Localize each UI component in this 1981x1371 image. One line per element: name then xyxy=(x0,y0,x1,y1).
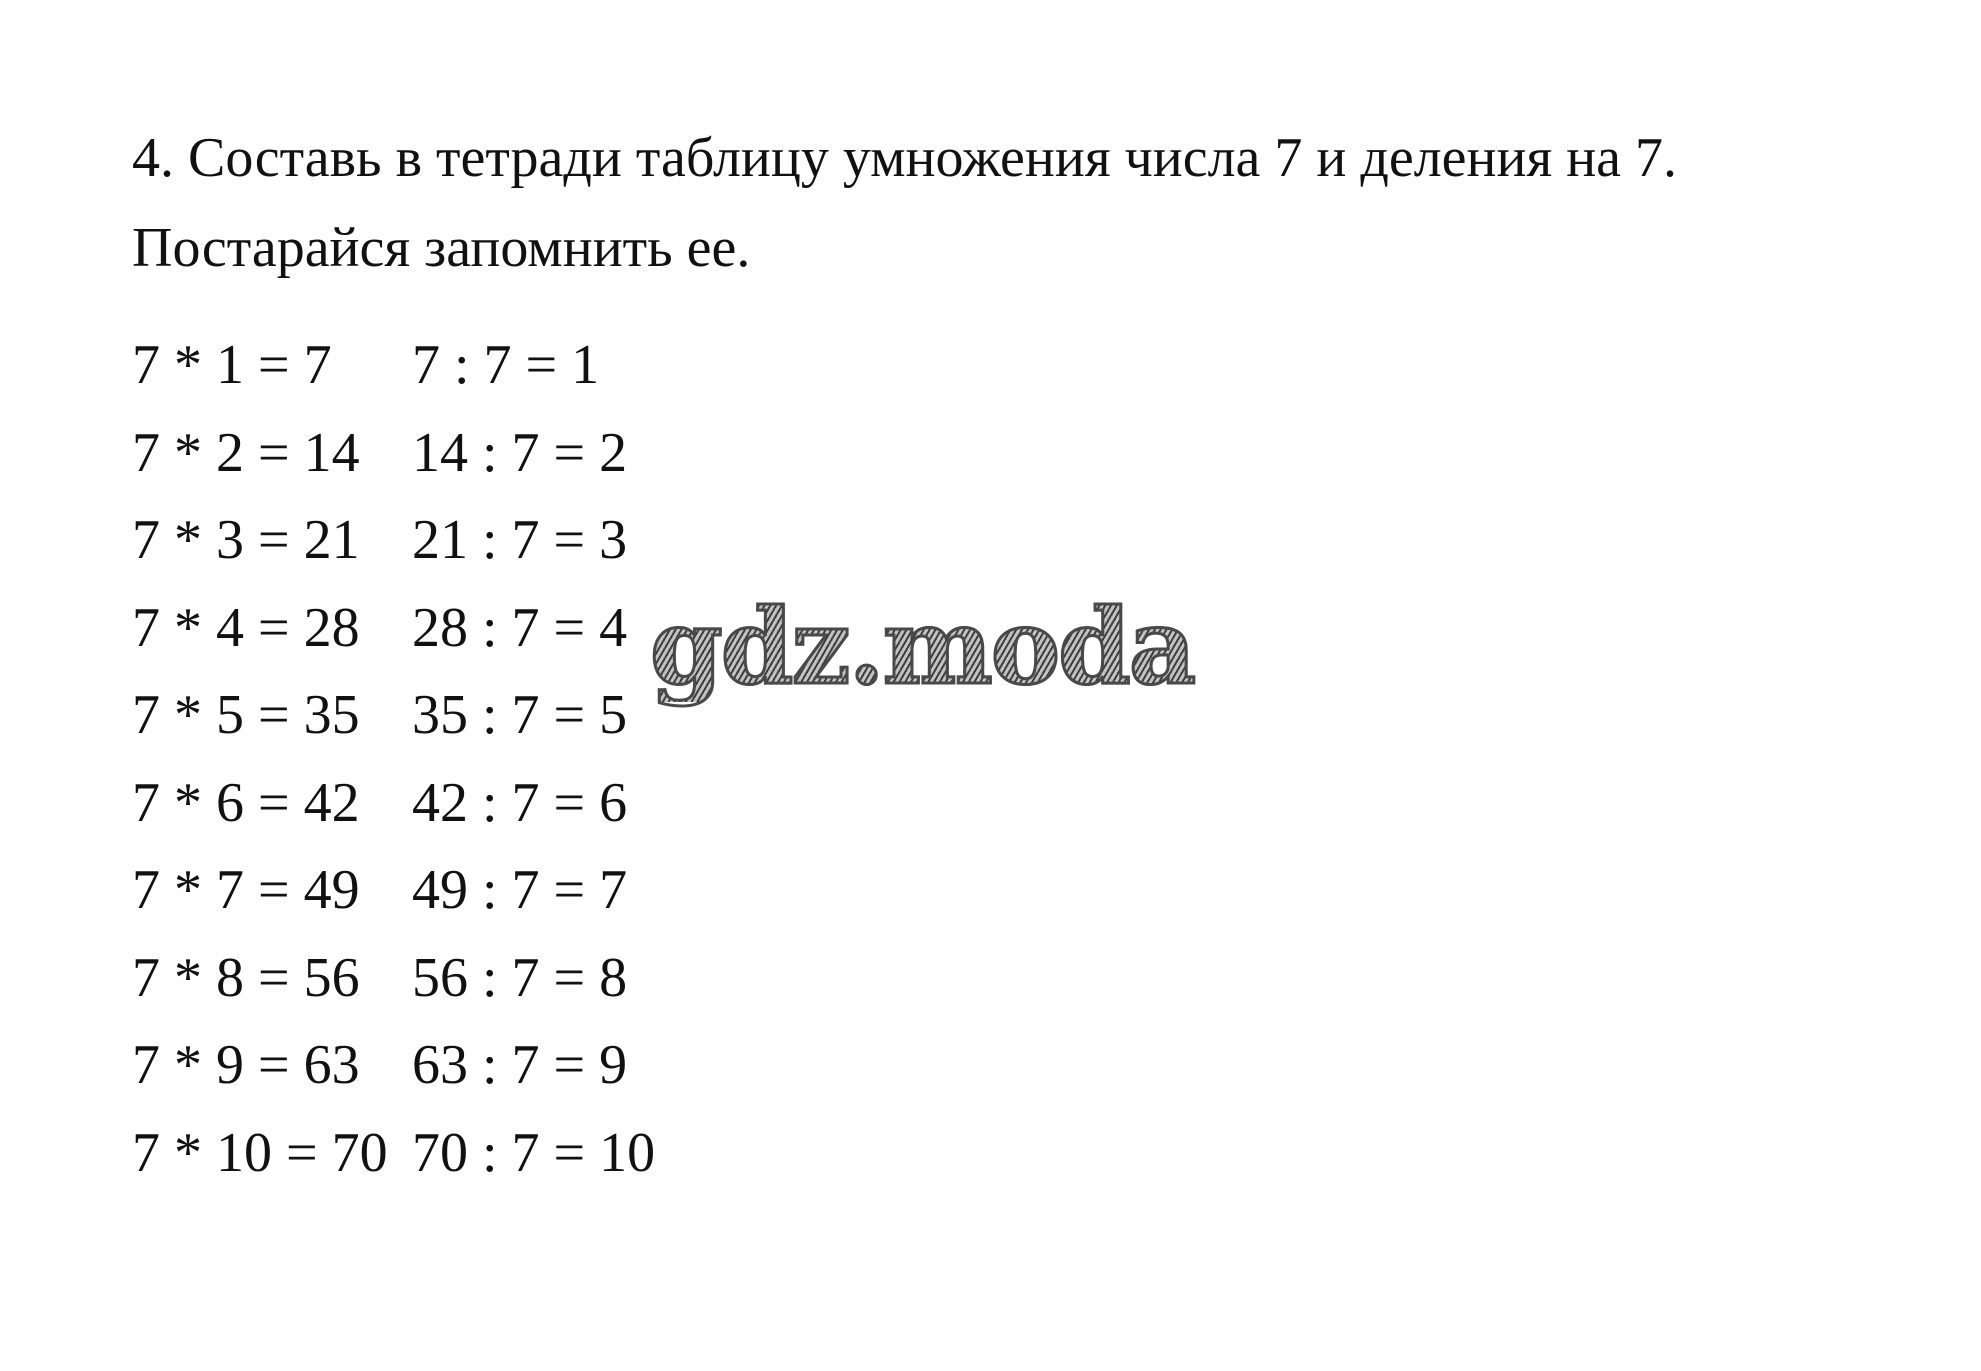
task-statement-line-2: Постарайся запомнить ее. xyxy=(132,217,751,279)
watermark-logo: gdz.moda xyxy=(650,585,1195,708)
division-fact: 7 : 7 = 1 xyxy=(412,334,600,396)
multiplication-fact: 7 * 10 = 70 xyxy=(132,1121,388,1184)
division-fact: 70 : 7 = 10 xyxy=(412,1121,656,1184)
multiplication-fact: 7 * 9 = 63 xyxy=(132,1034,360,1096)
division-fact: 63 : 7 = 9 xyxy=(412,1034,628,1096)
multiplication-fact: 7 * 3 = 21 xyxy=(132,509,360,571)
multiplication-fact: 7 * 1 = 7 xyxy=(132,334,332,396)
multiplication-fact: 7 * 8 = 56 xyxy=(132,946,360,1009)
multiplication-fact: 7 * 5 = 35 xyxy=(132,684,360,746)
multiplication-fact: 7 * 6 = 42 xyxy=(132,771,360,834)
multiplication-fact: 7 * 2 = 14 xyxy=(132,421,360,484)
task-statement-line-1: 4. Составь в тетради таблицу умножения числа 7 и деления на 7. xyxy=(132,127,1678,189)
division-fact: 42 : 7 = 6 xyxy=(412,771,628,834)
division-fact: 49 : 7 = 7 xyxy=(412,859,628,921)
division-fact: 56 : 7 = 8 xyxy=(412,946,628,1009)
division-fact: 28 : 7 = 4 xyxy=(412,596,628,659)
division-fact: 21 : 7 = 3 xyxy=(412,509,628,571)
multiplication-fact: 7 * 4 = 28 xyxy=(132,596,360,659)
division-fact: 14 : 7 = 2 xyxy=(412,421,628,484)
multiplication-fact: 7 * 7 = 49 xyxy=(132,859,360,921)
division-fact: 35 : 7 = 5 xyxy=(412,684,628,746)
